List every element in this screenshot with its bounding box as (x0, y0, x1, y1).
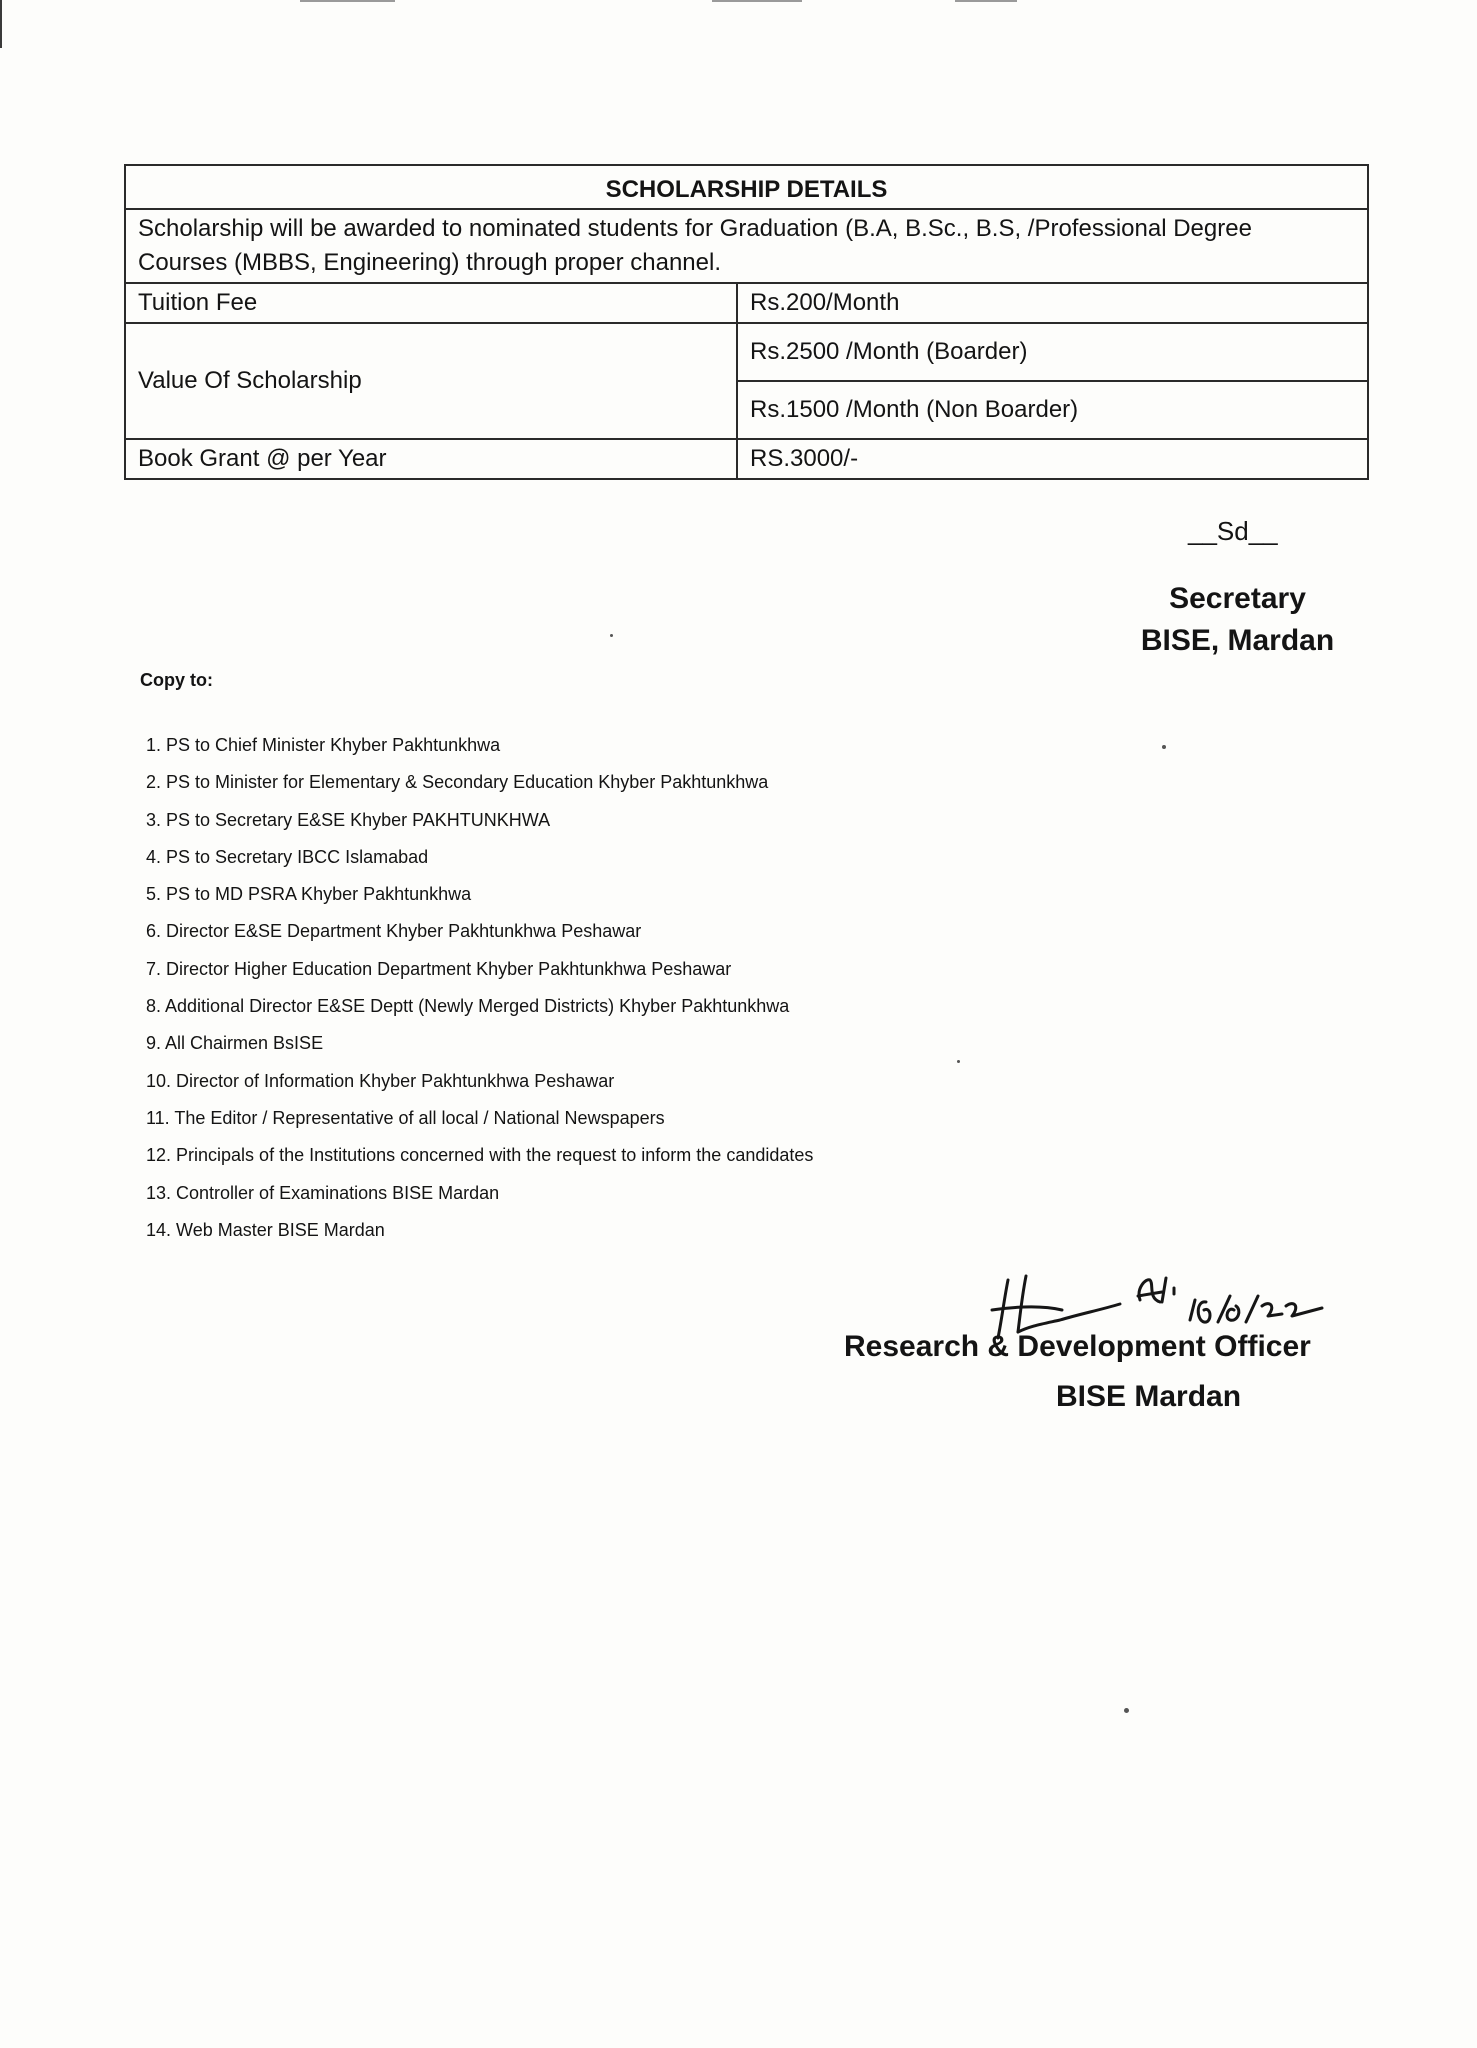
list-item: 10. Director of Information Khyber Pakhtunkhwa Peshawar (146, 1070, 615, 1091)
scan-edge-mark (712, 0, 802, 2)
signed-marker: __Sd__ (1188, 516, 1278, 546)
list-item: 1. PS to Chief Minister Khyber Pakhtunkhwa (146, 735, 501, 755)
tuition-fee-label: Tuition Fee (125, 283, 737, 323)
list-item: 13. Controller of Examinations BISE Mardan (146, 1182, 500, 1203)
scan-speck (1124, 1708, 1129, 1713)
table-row (125, 439, 1368, 479)
book-grant-value: RS.3000/- (737, 439, 1368, 479)
copy-to-list (146, 733, 813, 1255)
scholarship-details-table (124, 164, 1369, 480)
scholarship-value-label: Value Of Scholarship (125, 323, 737, 439)
scan-speck (957, 1060, 960, 1063)
scholarship-value-non-boarder: Rs.1500 /Month (Non Boarder) (737, 381, 1368, 439)
list-item: 7. Director Higher Education Department Khyber Pakhtunkhwa Peshawar (146, 958, 732, 979)
scan-edge-mark (300, 0, 395, 2)
list-item: 12. Principals of the Institutions concerned with the request to inform the candidates (146, 1145, 814, 1166)
table-row (125, 323, 1368, 381)
officer-title: Research & Development Officer (844, 1330, 1311, 1363)
secretary-block (1120, 578, 1355, 662)
list-item: 14. Web Master BISE Mardan (146, 1219, 385, 1240)
list-item: 2. PS to Minister for Elementary & Secondary Education Khyber Pakhtunkhwa (146, 772, 769, 793)
secretary-title: Secretary (1169, 582, 1306, 615)
list-item: 5. PS to MD PSRA Khyber Pakhtunkhwa (146, 884, 472, 905)
scholarship-value-boarder: Rs.2500 /Month (Boarder) (737, 323, 1368, 381)
secretary-office: BISE, Mardan (1140, 624, 1335, 657)
book-grant-label: Book Grant @ per Year (125, 439, 737, 479)
list-item: 4. PS to Secretary IBCC Islamabad (146, 846, 429, 867)
copy-to-heading: Copy to: (140, 670, 213, 690)
table-title: SCHOLARSHIP DETAILS (125, 165, 1368, 209)
list-item: 3. PS to Secretary E&SE Khyber PAKHTUNKHWA (146, 809, 551, 830)
scan-edge-mark (0, 0, 2, 48)
scan-speck (610, 634, 613, 637)
list-item: 11. The Editor / Representative of all local / National Newspapers (146, 1107, 665, 1128)
table-row (125, 283, 1368, 323)
scan-speck (1162, 745, 1166, 749)
scan-edge-mark (955, 0, 1017, 2)
officer-block (844, 1330, 1318, 1414)
officer-office: BISE Mardan (1056, 1380, 1242, 1413)
scholarship-description: Scholarship will be awarded to nominated students for Graduation (B.A, B.Sc., B.S, /Professional Degree Courses (MBBS, Engineering) through proper channel. (125, 209, 1368, 283)
list-item: 9. All Chairmen BsISE (146, 1033, 324, 1054)
list-item: 6. Director E&SE Department Khyber Pakhtunkhwa Peshawar (146, 921, 642, 942)
list-item: 8. Additional Director E&SE Deptt (Newly Merged Districts) Khyber Pakhtunkhwa (146, 996, 790, 1017)
tuition-fee-value: Rs.200/Month (737, 283, 1368, 323)
